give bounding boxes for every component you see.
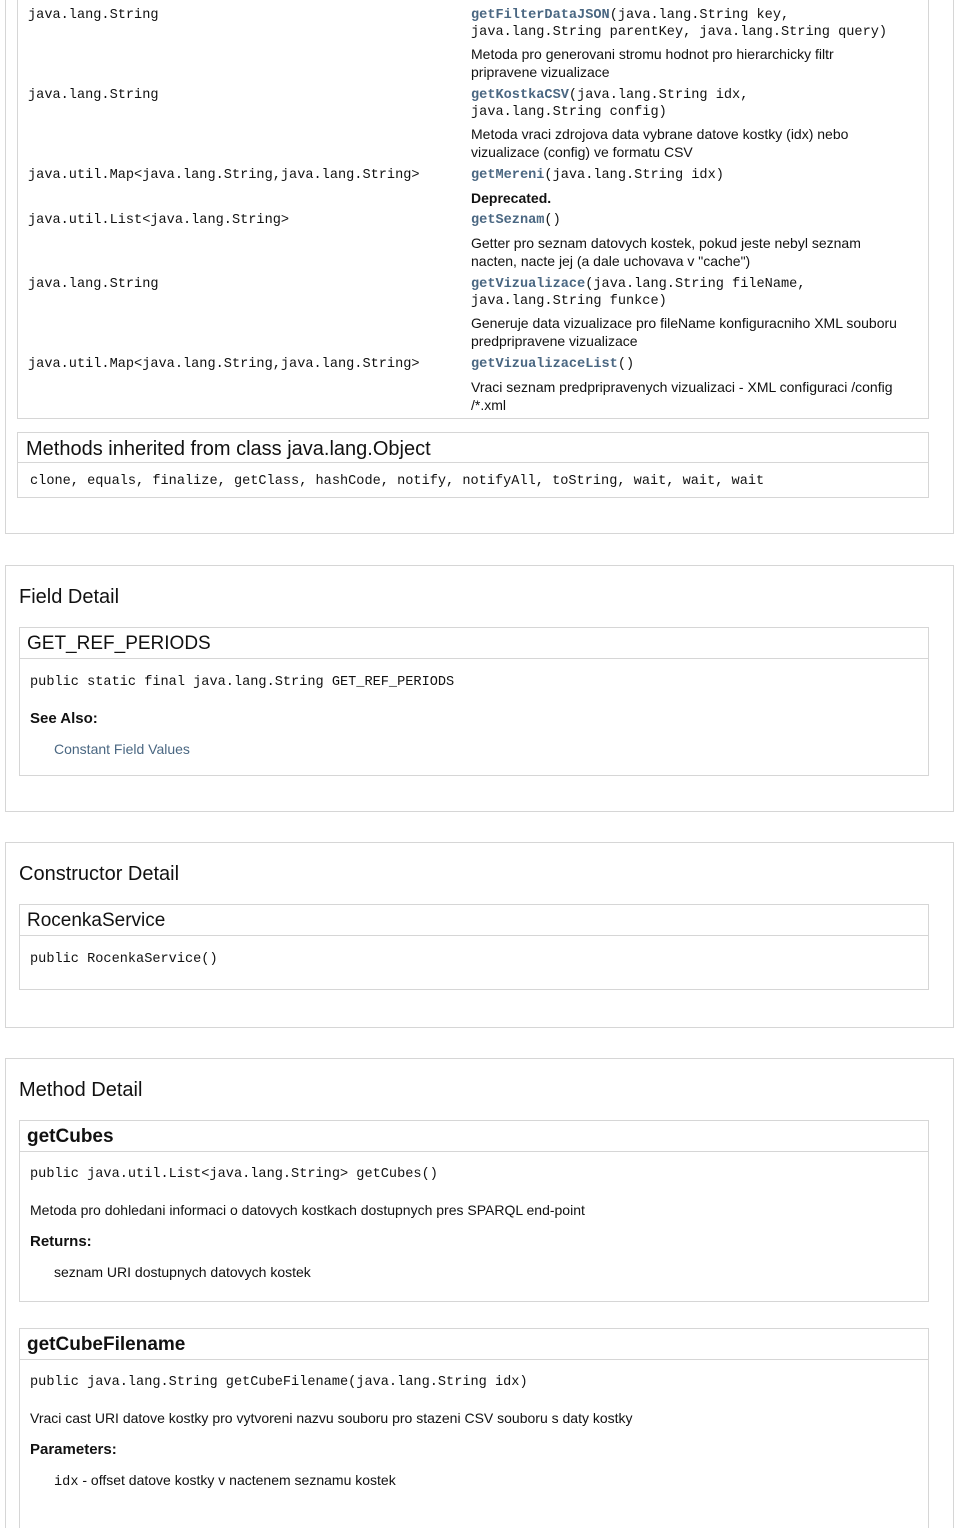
returns-label: Returns: [30, 1233, 92, 1250]
method-name: getCubes [20, 1121, 928, 1152]
method-link-getKostkaCSV[interactable]: getKostkaCSV [471, 88, 569, 103]
returns-value: seznam URI dostupnych datovych kostek [54, 1264, 311, 1280]
see-also-label: See Also: [30, 710, 98, 727]
section-title: Field Detail [19, 586, 120, 608]
method-params: (java.lang.String idx) [544, 168, 724, 183]
section-title: Method Detail [19, 1079, 143, 1101]
field-block [19, 627, 929, 776]
method-link-getFilterDataJSON[interactable]: getFilterDataJSON [471, 8, 610, 23]
method-params: () [544, 213, 561, 228]
method-params-continued: java.lang.String config) [471, 104, 667, 120]
method-description: Metoda pro generovani stromu hodnot pro hierarchicky filtr pripravene vizualizace [471, 46, 834, 80]
method-description: Vraci cast URI datove kostky pro vytvoreni nazvu souboru pro stazeni CSV souboru s daty kostky [30, 1410, 633, 1426]
return-type: java.util.List<java.lang.String> [28, 213, 290, 228]
inherited-methods-block [17, 432, 929, 498]
field-signature: public static final java.lang.String GET_REF_PERIODS [30, 675, 455, 690]
method-params: () [617, 357, 635, 372]
constructor-block [19, 904, 929, 990]
method-link-getSeznam[interactable]: getSeznam [471, 213, 545, 228]
field-detail-section [5, 565, 954, 812]
method-block-getCubes [19, 1120, 929, 1302]
parameter-description: - offset datove kostky v nactenem seznamu kostek [78, 1472, 396, 1488]
method-params: (java.lang.String key, [609, 8, 790, 23]
method-description: Getter pro seznam datovych kostek, pokud jeste nebyl seznam nacten, nacte jej (a dale uchovava v "cache") [471, 234, 861, 269]
return-type: java.util.Map<java.lang.String,java.lang.String> [28, 357, 420, 372]
field-name: GET_REF_PERIODS [20, 628, 928, 659]
method-params-continued: java.lang.String funkce) [471, 293, 667, 309]
method-signature: public java.lang.String getCubeFilename(java.lang.String idx) [30, 1375, 528, 1390]
method-params: (java.lang.String idx, [568, 88, 749, 103]
return-type: java.lang.String [28, 8, 159, 23]
constructor-signature: public RocenkaService() [30, 952, 218, 967]
return-type: java.lang.String [28, 277, 159, 292]
method-name: getCubeFilename [20, 1329, 928, 1360]
inherited-methods-title: Methods inherited from class java.lang.Object [18, 433, 928, 463]
method-signature: public java.util.List<java.lang.String> getCubes() [30, 1167, 438, 1182]
constructor-detail-section [5, 842, 954, 1028]
section-title: Constructor Detail [19, 863, 180, 885]
constant-field-values-link[interactable]: Constant Field Values [54, 741, 190, 757]
method-link-getVizualizace[interactable]: getVizualizace [471, 277, 586, 292]
method-block-getCubeFilename [19, 1328, 929, 1528]
method-detail-section [5, 1058, 954, 1528]
parameters-label: Parameters: [30, 1441, 117, 1458]
method-description: Generuje data vizualizace pro fileName konfiguracniho XML souboru predpripravene vizualizace [471, 315, 897, 349]
parameter-name: idx [54, 1475, 79, 1490]
method-params: (java.lang.String fileName, [585, 277, 806, 292]
return-type: java.lang.String [28, 88, 159, 103]
constructor-name: RocenkaService [20, 905, 928, 936]
method-link-getMereni[interactable]: getMereni [471, 168, 545, 183]
return-type: java.util.Map<java.lang.String,java.lang.String> [28, 168, 420, 183]
method-description: Metoda vraci zdrojova data vybrane datove kostky (idx) nebo vizualizace (config) ve formatu CSV [471, 126, 849, 160]
method-description: Vraci seznam predpripravenych vizualizaci - XML configuraci /config /*.xml [471, 378, 893, 413]
method-link-getVizualizaceList[interactable]: getVizualizaceList [471, 357, 618, 372]
inherited-methods-list: clone, equals, finalize, getClass, hashCode, notify, notifyAll, toString, wait, wait, wait [30, 474, 765, 489]
parameter-item [54, 1472, 396, 1490]
method-description: Metoda pro dohledani informaci o datovych kostkach dostupnych pres SPARQL end-point [30, 1202, 585, 1218]
method-params-continued: java.lang.String parentKey, java.lang.String query) [471, 24, 888, 40]
deprecated-label: Deprecated. [471, 189, 552, 206]
